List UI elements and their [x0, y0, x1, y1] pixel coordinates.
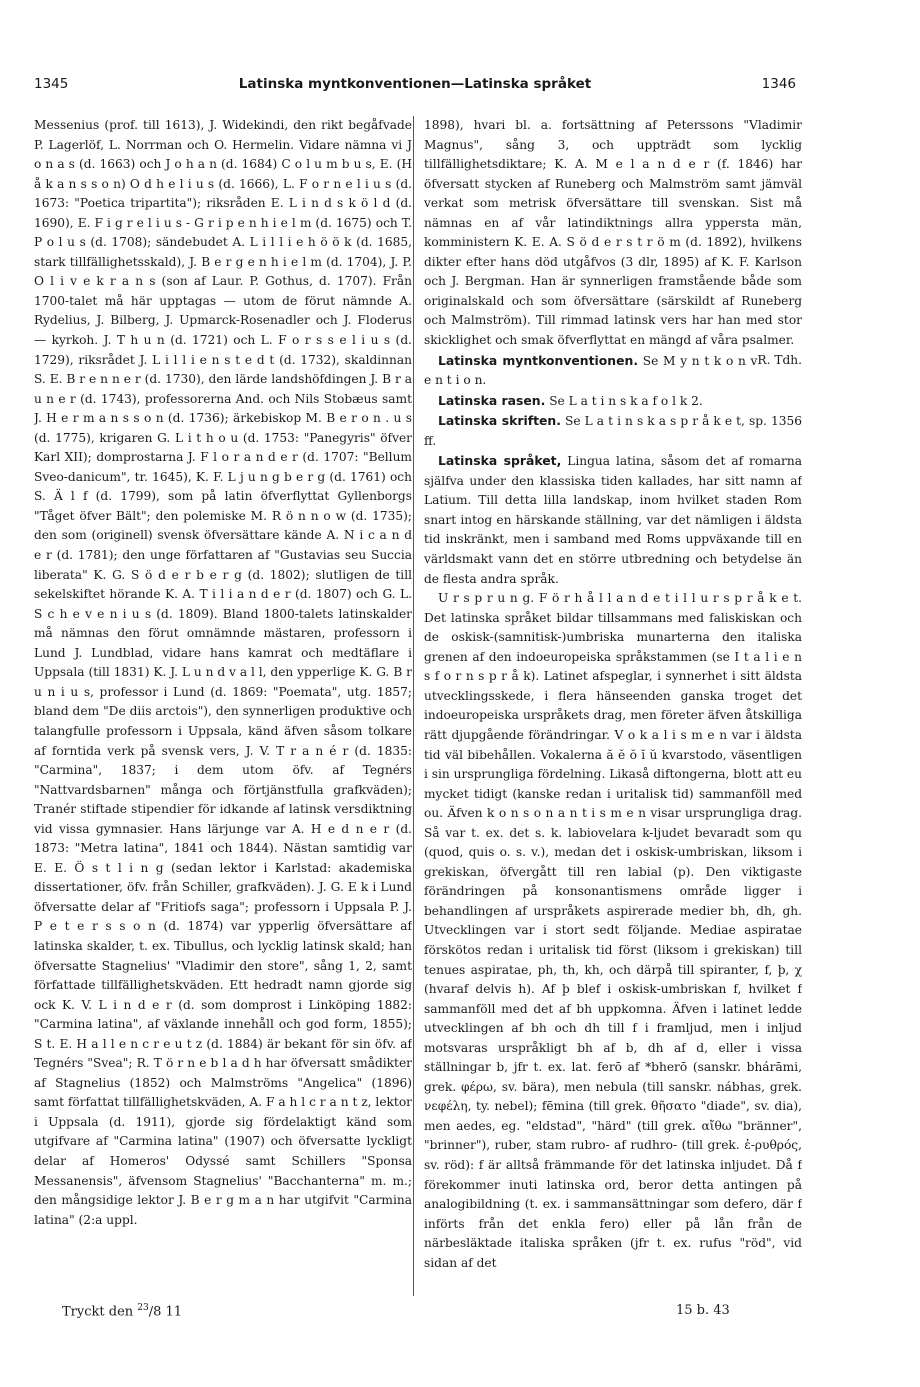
- headword-spraket: Latinska språket,: [438, 453, 562, 469]
- author-signature: R. Tdh.: [757, 352, 802, 367]
- column-divider: [413, 116, 414, 1296]
- continuation-text: 1898), hvari bl. a. fortsättning af Peterssons "Vladimir Magnus", sång 3, och uppträdt som lycklig tillfällighetsdiktare; K. A. M e l a n d e r (f. 1846) har öfversatt stycken af Runeberg och Malmström samt jämväl verkat som metrisk öfversättare till svenskan. Sist må nämnas en af vår latindiktnings allra yppersta män, komministern K. E. A. S ö d e r s t r ö m (d. 1892), hvilkens dikter efter hans död utgåfvos (3 dlr, 1895) af K. F. Karlson och J. Bergman. Han är synnerligen framstående både som originalskald och som öfversättare (särskildt af Runeberg och Malmström). Till rimmad latinsk vers har han med stor skicklighet och smak öfverflyttat en mängd af våra psalmer.: [424, 118, 802, 348]
- entry-rasen: [424, 391, 802, 412]
- entry-text-spraket: Lingua latina, såsom det af romarna själfva under den klassiska tiden kallades, har sitt namn af Latium. Till detta lilla landskap, inom hvilket staden Rom snart intog en härskande ställning, var det nämligen i äldsta tid inskränkt, men i samband med Roms uppväxande till en världsmakt vann det en större utbredning och betydelse än de flesta andra språk.: [424, 454, 802, 586]
- entry-spraket: [424, 451, 802, 589]
- print-date-day: 23: [137, 1303, 149, 1313]
- right-column: [424, 116, 802, 1296]
- left-page-number: 1345: [34, 76, 69, 92]
- page-header: [34, 76, 796, 98]
- print-date-rest: /8 11: [148, 1304, 183, 1320]
- entry-spraket-ursprung: U r s p r u n g. F ö r h å l l a n d e t i l l u r s p r å k e t. Det latinska språket bildar tillsammans med faliskiskan och de oskisk-(samnitisk-)umbriska munarterna den italiska grenen af den indoeuropeiska språkstammen (se I t a l i e n s f o r n s p r å k). Latinet afspeglar, i synnerhet i sitt äldsta utvecklingsskede, i flera hänseenden ganska troget det indoeuropeiska urspråkets drag, men företer äfven åtskilliga rätt djupgående förändringar. V o k a l i s m e n var i äldsta tid väl bibehållen. Vokalerna ă ĕ ŏ ĭ ŭ kvarstodo, väsentligen i sin ursprungliga fördelning. Likaså diftongerna, blott att eu mycket tidigt (kanske redan i uritalisk tid) sammanföll med ou. Äfven k o n s o n a n t i s m e n visar ursprungliga drag. Så var t. ex. det s. k. labiovelara k-ljudet bevaradt som qu (quod, quis o. s. v.), medan det i oskisk-umbriskan, liksom i grekiskan, öfvergått till ren labial (p). Den viktigaste förändringen på konsonantismens område ligger i behandlingen af urspråkets aspirerade medier bh, dh, gh. Utvecklingen var i stort sedt följande. Mediae aspiratae förskötos redan i uritalisk tid först (liksom i grekiskan) till tenues aspiratae, ph, th, kh, och därpå till spiranter, f, þ, χ (hvaraf delvis h). Af þ blef i oskisk-umbriskan f, hvilket f sammanföll med det af bh uppkomna. Äfven i latinet ledde utvecklingen af bh och dh till f i framljud, men i inljud motsvaras urspråkligt bh af b, dh af d, eller i vissa ställningar b, jfr t. ex. lat. ferō af *bherō (sanskr. bhárāmi, grek. φέρω, sv. bära), men nebula (till sanskr. nábhas, grek. νεφέλη, ty. nebel); fēmina (till grek. θῆσατο "diade", sv. dia), men aedes, eg. "eldstad", "härd" (till grek. αἴθω "bränner", "brinner"), ruber, stam rubro- af rudhro- (till grek. ἐ-ρυθρός, sv. röd): f är alltså främmande för det latinska inljudet. Då f förekommer inuti latinska ord, beror detta antingen på analogibildning (t. ex. i sammansättningar som defero, där f införts från det enkla fero) eller på lån från de närbesläktade italiska språken (jfr t. ex. rufus "röd", vid sidan af det: [424, 591, 802, 1270]
- entry-skriften: [424, 411, 802, 451]
- signature-mark-footer: 15 b. 43: [676, 1303, 730, 1318]
- entry-myntkonventionen: [424, 351, 802, 391]
- entry-text-myntkonventionen: Se M y n t k o n v e n t i o n.: [424, 353, 758, 388]
- right-page-number: 1346: [761, 76, 796, 92]
- headword-myntkonventionen: Latinska myntkonventionen.: [438, 352, 639, 368]
- entry-text-rasen: Se L a t i n s k a f o l k 2.: [549, 393, 703, 408]
- left-column-text: Messenius (prof. till 1613), J. Widekindi, den rikt begåfvade P. Lagerlöf, L. Norrman och O. Hermelin. Vidare nämna vi J o n a s (d. 1663) och J o h a n (d. 1684) C o l u m b u s, E. (H å k a n s s o n) O d h e l i u s (d. 1666), L. F o r n e l i u s (d. 1673: "Poetica tripartita"); riksråden E. L i n d s k ö l d (d. 1690), E. F i g r e l i u s - G r i p e n h i e l m (d. 1675) och T. P o l u s (d. 1708); sändebudet A. L i l l i e h ö ö k (d. 1685, stark tillfällighetsskald), J. B e r g e n h i e l m (d. 1704), J. P. O l i v e k r a n s (son af Laur. P. Gothus, d. 1707). Från 1700-talet må här upptagas — utom de förut nämnde A. Rydelius, J. Bilberg, J. Upmarck-Rosenadler och J. Floderus — kyrkoh. J. T h u n (d. 1721) och L. F o r s s e l i u s (d. 1729), riksrådet J. L i l l i e n s t e d t (d. 1732), skaldinnan S. E. B r e n n e r (d. 1730), den lärde landshöfdingen J. B r a u n e r (d. 1743), professorerna And. och Nils Stobæus samt J. H e r m a n s s o n (d. 1736); ärkebiskop M. B e r o n . u s (d. 1775), krigaren G. L i t h o u (d. 1753: "Panegyris" öfver Karl XII); domprostarna J. F l o r a n d e r (d. 1707: "Bellum Sveo-danicum", tr. 1645), K. F. L j u n g b e r g (d. 1761) och S. Ä l f (d. 1799), som på latin öfverflyttat Gyllenborgs "Tåget öfver Bält"; den polemiske M. R ö n n o w (d. 1735); den som (originell) svensk öfversättare kände A. N i c a n d e r (d. 1781); den unge författaren af "Gustavias seu Succia liberata" K. G. S ö d e r b e r g (d. 1802); slutligen de till sekelskiftet hörande K. A. T i l i a n d e r (d. 1807) och G. L. S c h e v e n i u s (d. 1809). Bland 1800-talets latinskalder må nämnas den förut omnämnde mästaren, professorn i Lund J. Lundblad, vidare hans kamrat och medtäflare i Uppsala (till 1831) K. J. L u n d v a l l, den ypperlige K. G. B r u n i u s, professor i Lund (d. 1869: "Poemata", utg. 1857; bland dem "De diis arctois"), den synnerligen produktive och talangfulle professorn i Uppsala, känd äfven såsom tolkare af forntida verk på svensk vers, J. V. T r a n é r (d. 1835: "Carmina", 1837; i dem utom öfv. af Tegnérs "Nattvardsbarnen" många och förtjänstfulla grafkväden); Tranér stiftade stipendier för idkande af latinsk versdiktning vid vissa gymnasier. Hans lärjunge var A. H e d n e r (d. 1873: "Metra latina", 1841 och 1844). Nästan samtidig var E. E. Ö s t l i n g (sedan lektor i Karlstad: akademiska dissertationer, öfv. från Schiller, grafkväden). J. G. E k i Lund öfversatte delar af "Fritiofs saga"; professorn i Uppsala P. J. P e t e r s s o n (d. 1874) var ypperlig öfversättare af latinska skalder, t. ex. Tibullus, och lycklig latinsk skald; han öfversatte Stagnelius' "Vladimir den store", sång 1, 2, samt författade tillfällighetskväden. Ett hedradt namn gjorde sig ock K. V. L i n d e r (d. som domprost i Linköping 1882: "Carmina latina", af växlande innehåll och god form, 1855); S t. E. H a l l e n c r e u t z (d. 1884) är bekant för sin öfv. af Tegnérs "Svea"; R. T ö r n e b l a d h har öfversatt smådikter af Stagnelius (1852) och Malmströms "Angelica" (1896) samt författat tillfällighetskväden, A. F a h l c r a n t z, lektor i Uppsala (d. 1911), gjorde sig fördelaktigt känd som utgifvare af "Carmina latina" (1907) och öfversatte lyckligt delar af Homeros' Odyssé samt Schillers "Sponsa Messanensis", äfvensom Stagnelius' "Bacchanterna" m. m.; den mångsidige lektor J. B e r g m a n har utgifvit "Carmina latina" (2:a uppl.: [34, 118, 412, 1227]
- print-date-prefix: Tryckt den: [62, 1304, 134, 1320]
- left-column: [34, 116, 412, 1296]
- print-date-footer: [62, 1303, 182, 1319]
- page-title: Latinska myntkonventionen—Latinska språket: [238, 76, 592, 92]
- headword-rasen: Latinska rasen.: [438, 392, 546, 408]
- entry-text-skriften: Se L a t i n s k a s p r å k e t, sp. 1356 ff.: [424, 414, 802, 448]
- headword-skriften: Latinska skriften.: [438, 413, 561, 429]
